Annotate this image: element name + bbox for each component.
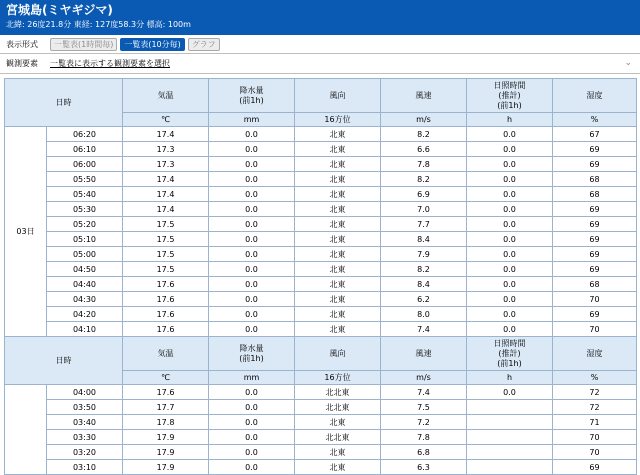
header-datetime: 日時 (5, 79, 123, 127)
table-row (5, 187, 637, 202)
sunshine-cell: 0.0 (467, 172, 553, 187)
wind-dir-cell: 北北東 (295, 385, 381, 400)
wind-speed-cell: 7.8 (381, 157, 467, 172)
precip-cell: 0.0 (209, 415, 295, 430)
unit-sunshine: h (467, 371, 553, 385)
wind-dir-cell: 北東 (295, 172, 381, 187)
wind-speed-cell: 8.4 (381, 232, 467, 247)
wind-dir-cell: 北北東 (295, 430, 381, 445)
table-row (5, 157, 637, 172)
humidity-cell: 69 (553, 460, 637, 475)
sunshine-cell (467, 460, 553, 475)
humidity-cell: 70 (553, 322, 637, 337)
wind-speed-cell: 8.4 (381, 277, 467, 292)
sunshine-cell: 0.0 (467, 385, 553, 400)
precip-cell: 0.0 (209, 430, 295, 445)
temp-cell: 17.4 (123, 127, 209, 142)
display-format-row (0, 35, 640, 54)
header-temp: 気温 (123, 337, 209, 371)
time-cell: 03:40 (47, 415, 123, 430)
sunshine-cell (467, 400, 553, 415)
station-title: 宮城島(ミヤギジマ) (6, 3, 113, 17)
time-cell: 05:20 (47, 217, 123, 232)
temp-cell: 17.5 (123, 247, 209, 262)
table-row (5, 322, 637, 337)
precip-cell: 0.0 (209, 127, 295, 142)
temp-cell: 17.4 (123, 172, 209, 187)
wind-dir-cell: 北東 (295, 142, 381, 157)
humidity-cell: 72 (553, 400, 637, 415)
table-header-row (5, 337, 637, 371)
precip-cell: 0.0 (209, 292, 295, 307)
time-cell: 04:50 (47, 262, 123, 277)
temp-cell: 17.9 (123, 430, 209, 445)
wind-speed-cell: 6.2 (381, 292, 467, 307)
table-row (5, 460, 637, 475)
unit-temp: ℃ (123, 113, 209, 127)
table-row (5, 445, 637, 460)
unit-wind-speed: m/s (381, 113, 467, 127)
sunshine-cell: 0.0 (467, 247, 553, 262)
temp-cell: 17.5 (123, 217, 209, 232)
wind-speed-cell: 7.9 (381, 247, 467, 262)
wind-speed-cell: 6.6 (381, 142, 467, 157)
table-row (5, 400, 637, 415)
humidity-cell: 72 (553, 385, 637, 400)
wind-dir-cell: 北東 (295, 217, 381, 232)
precip-cell: 0.0 (209, 217, 295, 232)
time-cell: 06:00 (47, 157, 123, 172)
day-cell: 03日 (5, 127, 47, 337)
wind-dir-cell: 北東 (295, 127, 381, 142)
humidity-cell: 68 (553, 187, 637, 202)
precip-cell: 0.0 (209, 445, 295, 460)
temp-cell: 17.9 (123, 445, 209, 460)
time-cell: 06:20 (47, 127, 123, 142)
unit-humidity: % (553, 371, 637, 385)
wind-dir-cell: 北東 (295, 232, 381, 247)
observation-elements-label: 観測要素 (6, 59, 38, 68)
unit-wind-dir: 16方位 (295, 113, 381, 127)
time-cell: 05:40 (47, 187, 123, 202)
unit-temp: ℃ (123, 371, 209, 385)
table-row (5, 217, 637, 232)
wind-speed-cell: 7.4 (381, 385, 467, 400)
humidity-cell: 70 (553, 430, 637, 445)
humidity-cell: 69 (553, 247, 637, 262)
header-wind-speed: 風速 (381, 337, 467, 371)
wind-speed-cell: 6.8 (381, 445, 467, 460)
wind-dir-cell: 北東 (295, 187, 381, 202)
chevron-down-icon[interactable]: ⌄ (624, 58, 632, 68)
humidity-cell: 68 (553, 277, 637, 292)
temp-cell: 17.5 (123, 232, 209, 247)
graph-button[interactable]: グラフ (188, 38, 220, 51)
time-cell: 06:10 (47, 142, 123, 157)
wind-speed-cell: 8.2 (381, 262, 467, 277)
sunshine-cell (467, 430, 553, 445)
wind-dir-cell: 北東 (295, 292, 381, 307)
precip-cell: 0.0 (209, 172, 295, 187)
wind-dir-cell: 北東 (295, 322, 381, 337)
sunshine-cell: 0.0 (467, 277, 553, 292)
precip-cell: 0.0 (209, 277, 295, 292)
header-humidity: 湿度 (553, 79, 637, 113)
wind-dir-cell: 北東 (295, 202, 381, 217)
wind-dir-cell: 北東 (295, 157, 381, 172)
sunshine-cell: 0.0 (467, 262, 553, 277)
time-cell: 05:00 (47, 247, 123, 262)
sunshine-cell: 0.0 (467, 217, 553, 232)
precip-cell: 0.0 (209, 307, 295, 322)
precip-cell: 0.0 (209, 262, 295, 277)
table-row (5, 142, 637, 157)
wind-speed-cell: 7.7 (381, 217, 467, 232)
temp-cell: 17.6 (123, 277, 209, 292)
wind-dir-cell: 北東 (295, 415, 381, 430)
temp-cell: 17.4 (123, 187, 209, 202)
observation-elements-row (0, 54, 640, 74)
time-cell: 04:30 (47, 292, 123, 307)
header-precip: 降水量 (前1h) (209, 79, 295, 113)
temp-cell: 17.7 (123, 400, 209, 415)
humidity-cell: 70 (553, 445, 637, 460)
header-wind-speed: 風速 (381, 79, 467, 113)
temp-cell: 17.4 (123, 202, 209, 217)
wind-dir-cell: 北東 (295, 445, 381, 460)
time-cell: 05:10 (47, 232, 123, 247)
wind-dir-cell: 北北東 (295, 400, 381, 415)
precip-cell: 0.0 (209, 385, 295, 400)
table-row (5, 247, 637, 262)
table-row (5, 127, 637, 142)
wind-speed-cell: 7.5 (381, 400, 467, 415)
header-humidity: 湿度 (553, 337, 637, 371)
sunshine-cell: 0.0 (467, 307, 553, 322)
wind-speed-cell: 8.2 (381, 172, 467, 187)
time-cell: 03:50 (47, 400, 123, 415)
day-cell (5, 385, 47, 475)
unit-precip: mm (209, 371, 295, 385)
display-format-label: 表示形式 (6, 39, 38, 49)
sunshine-cell (467, 445, 553, 460)
wind-dir-cell: 北東 (295, 277, 381, 292)
table-row (5, 202, 637, 217)
unit-wind-dir: 16方位 (295, 371, 381, 385)
ten-minute-list-button[interactable]: 一覧表(10分毎) (120, 38, 184, 51)
precip-cell: 0.0 (209, 400, 295, 415)
time-cell: 04:00 (47, 385, 123, 400)
sunshine-cell: 0.0 (467, 142, 553, 157)
wind-dir-cell: 北東 (295, 262, 381, 277)
precip-cell: 0.0 (209, 232, 295, 247)
table-row (5, 262, 637, 277)
time-cell: 05:30 (47, 202, 123, 217)
station-header (0, 0, 640, 35)
observation-table (4, 78, 636, 475)
unit-precip: mm (209, 113, 295, 127)
temp-cell: 17.6 (123, 307, 209, 322)
wind-speed-cell: 7.2 (381, 415, 467, 430)
table-row (5, 172, 637, 187)
precip-cell: 0.0 (209, 142, 295, 157)
station-coords: 北緯: 26度21.8分 東経: 127度58.3分 標高: 100m (6, 20, 191, 29)
time-cell: 03:30 (47, 430, 123, 445)
humidity-cell: 71 (553, 415, 637, 430)
wind-speed-cell: 7.8 (381, 430, 467, 445)
wind-dir-cell: 北東 (295, 247, 381, 262)
wind-speed-cell: 7.4 (381, 322, 467, 337)
sunshine-cell: 0.0 (467, 157, 553, 172)
table-row (5, 430, 637, 445)
table-row (5, 307, 637, 322)
temp-cell: 17.6 (123, 385, 209, 400)
temp-cell: 17.3 (123, 157, 209, 172)
header-temp: 気温 (123, 79, 209, 113)
header-precip: 降水量 (前1h) (209, 337, 295, 371)
sunshine-cell: 0.0 (467, 202, 553, 217)
precip-cell: 0.0 (209, 187, 295, 202)
header-sunshine: 日照時間 (推計) (前1h) (467, 337, 553, 371)
precip-cell: 0.0 (209, 460, 295, 475)
table-row (5, 385, 637, 400)
humidity-cell: 67 (553, 127, 637, 142)
header-wind-dir: 風向 (295, 79, 381, 113)
temp-cell: 17.5 (123, 262, 209, 277)
header-datetime: 日時 (5, 337, 123, 385)
wind-speed-cell: 6.9 (381, 187, 467, 202)
wind-speed-cell: 8.2 (381, 127, 467, 142)
temp-cell: 17.8 (123, 415, 209, 430)
humidity-cell: 70 (553, 292, 637, 307)
precip-cell: 0.0 (209, 202, 295, 217)
unit-sunshine: h (467, 113, 553, 127)
time-cell: 05:50 (47, 172, 123, 187)
sunshine-cell: 0.0 (467, 232, 553, 247)
time-cell: 04:40 (47, 277, 123, 292)
humidity-cell: 69 (553, 202, 637, 217)
humidity-cell: 69 (553, 262, 637, 277)
sunshine-cell: 0.0 (467, 187, 553, 202)
humidity-cell: 69 (553, 307, 637, 322)
header-sunshine: 日照時間 (推計) (前1h) (467, 79, 553, 113)
precip-cell: 0.0 (209, 157, 295, 172)
precip-cell: 0.0 (209, 247, 295, 262)
precip-cell: 0.0 (209, 322, 295, 337)
sunshine-cell (467, 415, 553, 430)
humidity-cell: 69 (553, 232, 637, 247)
wind-speed-cell: 6.3 (381, 460, 467, 475)
table-row (5, 415, 637, 430)
unit-humidity: % (553, 113, 637, 127)
temp-cell: 17.6 (123, 292, 209, 307)
time-cell: 04:20 (47, 307, 123, 322)
wind-speed-cell: 8.0 (381, 307, 467, 322)
table-header-row (5, 79, 637, 113)
table-row (5, 277, 637, 292)
table-row (5, 292, 637, 307)
temp-cell: 17.6 (123, 322, 209, 337)
temp-cell: 17.3 (123, 142, 209, 157)
humidity-cell: 68 (553, 172, 637, 187)
sunshine-cell: 0.0 (467, 127, 553, 142)
sunshine-cell: 0.0 (467, 292, 553, 307)
wind-dir-cell: 北東 (295, 307, 381, 322)
humidity-cell: 69 (553, 142, 637, 157)
hourly-list-button[interactable]: 一覧表(1時間毎) (50, 38, 117, 51)
time-cell: 03:20 (47, 445, 123, 460)
humidity-cell: 69 (553, 217, 637, 232)
select-elements-link[interactable]: 一覧表に表示する観測要素を選択 (50, 59, 170, 68)
time-cell: 03:10 (47, 460, 123, 475)
header-wind-dir: 風向 (295, 337, 381, 371)
temp-cell: 17.9 (123, 460, 209, 475)
unit-wind-speed: m/s (381, 371, 467, 385)
wind-speed-cell: 7.0 (381, 202, 467, 217)
humidity-cell: 69 (553, 157, 637, 172)
sunshine-cell: 0.0 (467, 322, 553, 337)
table-row (5, 232, 637, 247)
wind-dir-cell: 北東 (295, 460, 381, 475)
time-cell: 04:10 (47, 322, 123, 337)
